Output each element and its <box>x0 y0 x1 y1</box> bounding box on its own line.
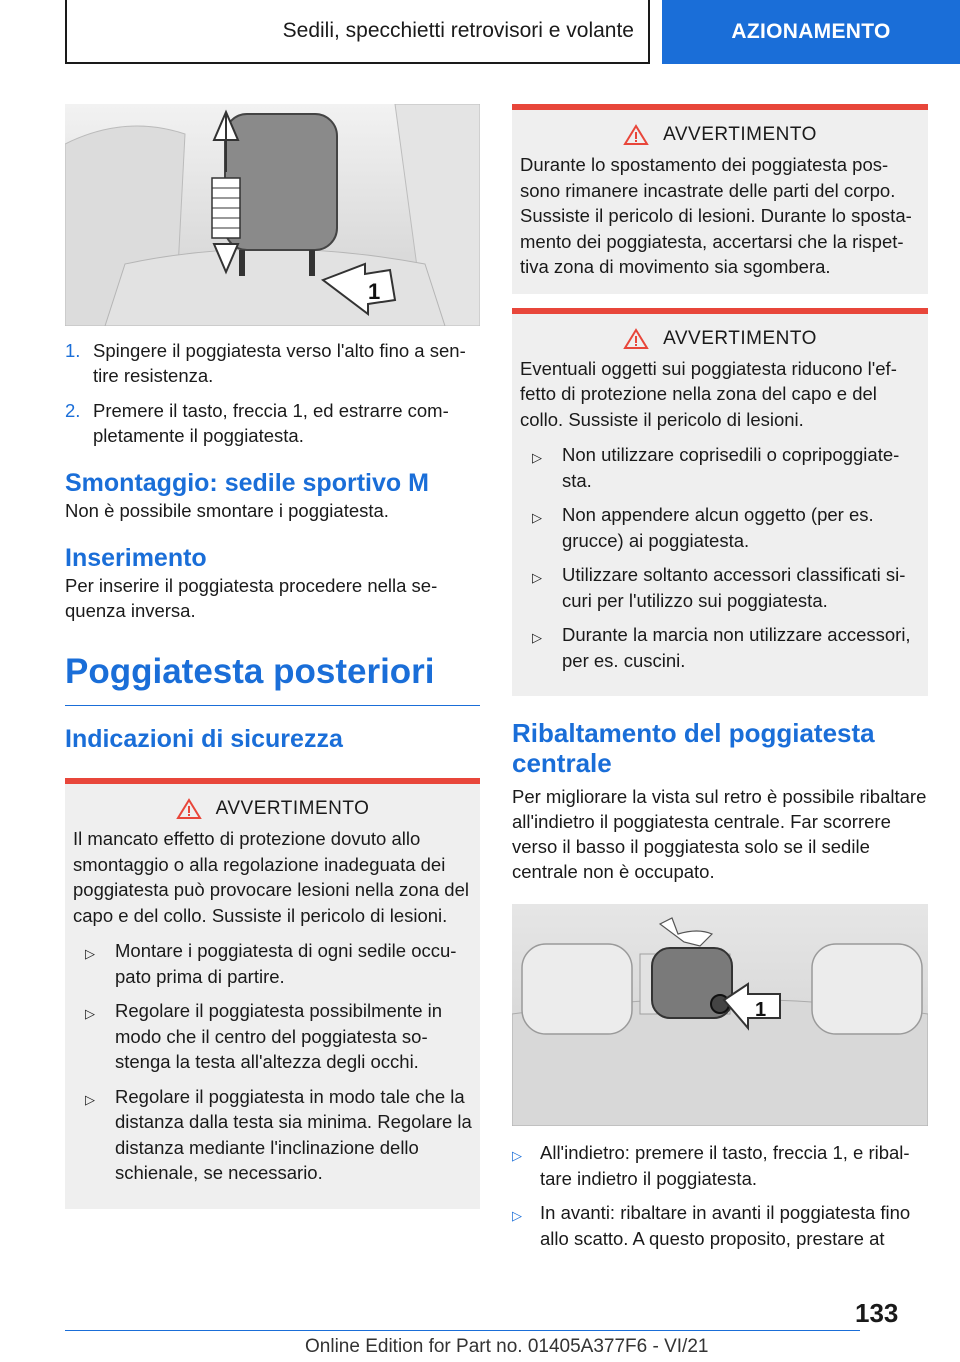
headrest-illustration-graphic <box>65 104 480 326</box>
bullet-item <box>73 938 472 989</box>
text-inserimento: Per inserire il poggiatesta procedere nella sequenza inversa. <box>65 575 438 621</box>
step-item <box>65 338 480 388</box>
bullet-triangle-icon: ▷ <box>512 1208 522 1223</box>
bullet-text: Utilizzare soltanto accessori classificati sicuri per l'utilizzo sui poggiatesta. <box>562 564 906 611</box>
warning-text: Il mancato effetto di protezione dovuto allo smontaggio o alla regolazione inadeguata dei poggiatesta può provocare lesioni nella zona del capo e del collo. Sussiste il pericolo di lesioni. <box>73 828 469 926</box>
callout-number: 1 <box>755 999 767 1021</box>
bullet-triangle-icon: ▷ <box>532 450 542 465</box>
page-header <box>0 0 960 66</box>
warning-box <box>65 778 480 1209</box>
steps-list <box>65 338 480 448</box>
warning-box-movement <box>512 104 928 294</box>
bullet-item <box>520 562 920 613</box>
bullet-triangle-icon: ▷ <box>512 1148 522 1163</box>
warning-bullets <box>520 442 920 673</box>
warning-triangle-icon <box>623 124 649 146</box>
text-smontaggio: Non è possibile smontare i poggiatesta. <box>65 500 389 521</box>
warning-header <box>520 328 920 350</box>
footer-edition: Online Edition for Part no. 01405A377F6 - VI/21 <box>305 1336 709 1357</box>
bullet-text: All'indietro: premere il tasto, freccia 1, e ribaltare indietro il poggiatesta. <box>540 1142 910 1189</box>
step-text: Premere il tasto, freccia 1, ed estrarre completamente il poggiatesta. <box>93 400 449 446</box>
right-column <box>512 104 928 1260</box>
left-column <box>65 104 480 1209</box>
bullet-item <box>73 998 472 1075</box>
heading-sicurezza: Indicazioni di sicurezza <box>65 725 343 753</box>
bullet-item <box>512 1200 928 1251</box>
warning-title: AVVERTIMENTO <box>663 124 817 145</box>
warning-title: AVVERTIMENTO <box>663 327 817 349</box>
bullet-triangle-icon: ▷ <box>532 630 542 645</box>
bullet-text: Regolare il poggiatesta possibilmente in modo che il centro del poggiatesta sostenga la testa all'altezza degli occhi. <box>115 1000 443 1072</box>
warning-header <box>520 124 920 146</box>
heading-smontaggio: Smontaggio: sedile sportivo M <box>65 469 429 497</box>
text-ribaltamento: Per migliorare la vista sul retro è possibile ribaltare all'indietro il poggiatesta centrale. Far scorrere verso il basso il poggiatesta solo se il sedile centrale non è occupato. <box>512 786 927 882</box>
heading-poggiatesta-posteriori: Poggiatesta posteriori <box>65 651 480 706</box>
section-tab: AZIONAMENTO <box>662 0 960 64</box>
warning-text: Eventuali oggetti sui poggiatesta riducono l'effetto di protezione nella zona del capo e del collo. Sussiste il pericolo di lesioni. <box>520 357 897 430</box>
rear-headrest-graphic <box>512 904 928 1126</box>
bullet-text: Non appendere alcun oggetto (per es. grucce) ai poggiatesta. <box>562 504 874 551</box>
heading-inserimento: Inserimento <box>65 544 207 572</box>
bullet-triangle-icon: ▷ <box>85 1091 95 1107</box>
warning-triangle-icon <box>176 798 202 820</box>
heading-ribaltamento: Ribaltamento del poggiatesta centrale <box>512 718 875 778</box>
warning-title: AVVERTIMENTO <box>215 798 370 819</box>
step-item <box>65 398 480 448</box>
bullet-item <box>520 622 920 673</box>
bullet-item <box>520 442 920 493</box>
bullet-triangle-icon: ▷ <box>532 570 542 585</box>
warning-triangle-icon <box>623 328 649 350</box>
bullet-text: Non utilizzare coprisedili o copripoggiatesta. <box>562 444 900 491</box>
bullet-text: Montare i poggiatesta di ogni sedile occupato prima di partire. <box>115 940 457 987</box>
bullet-text: Regolare il poggiatesta in modo tale che la distanza dalla testa sia minima. Regolare la distanza mediante l'inclinazione dello schienale, se necessario. <box>115 1085 472 1183</box>
callout-number: 1 <box>368 279 381 304</box>
step-number: 1. <box>65 340 81 361</box>
page-number: 133 <box>855 1298 899 1328</box>
bullet-triangle-icon: ▷ <box>532 510 542 525</box>
chapter-title: Sedili, specchietti retrovisori e volante <box>65 0 650 64</box>
bullet-item <box>73 1084 472 1186</box>
bullet-triangle-icon: ▷ <box>85 946 95 961</box>
ribaltamento-bullets <box>512 1140 928 1251</box>
warning-box-objects <box>512 308 928 697</box>
step-text: Spingere il poggiatesta verso l'alto fino a sentire resistenza. <box>93 340 466 386</box>
footer-divider <box>65 1330 860 1331</box>
bullet-text: Durante la marcia non utilizzare accessori, per es. cuscini. <box>562 624 911 671</box>
bullet-item <box>512 1140 928 1191</box>
bullet-triangle-icon: ▷ <box>85 1006 95 1021</box>
step-number: 2. <box>65 400 81 421</box>
headrest-removal-illustration <box>65 104 480 326</box>
warning-header <box>73 798 472 820</box>
bullet-text: In avanti: ribaltare in avanti il poggiatesta fino allo scatto. A questo proposito, prestare at <box>540 1202 911 1249</box>
bullet-item <box>520 502 920 553</box>
rear-headrest-illustration <box>512 904 928 1126</box>
warning-text: Durante lo spostamento dei poggiatesta possono rimanere incastrate delle parti del corpo. Sussiste il pericolo di lesioni. Durante lo spostamento dei poggiatesta, accertarsi che la rispettiva zona di movimento sia sgombera. <box>520 154 912 277</box>
warning-bullets <box>73 938 472 1186</box>
